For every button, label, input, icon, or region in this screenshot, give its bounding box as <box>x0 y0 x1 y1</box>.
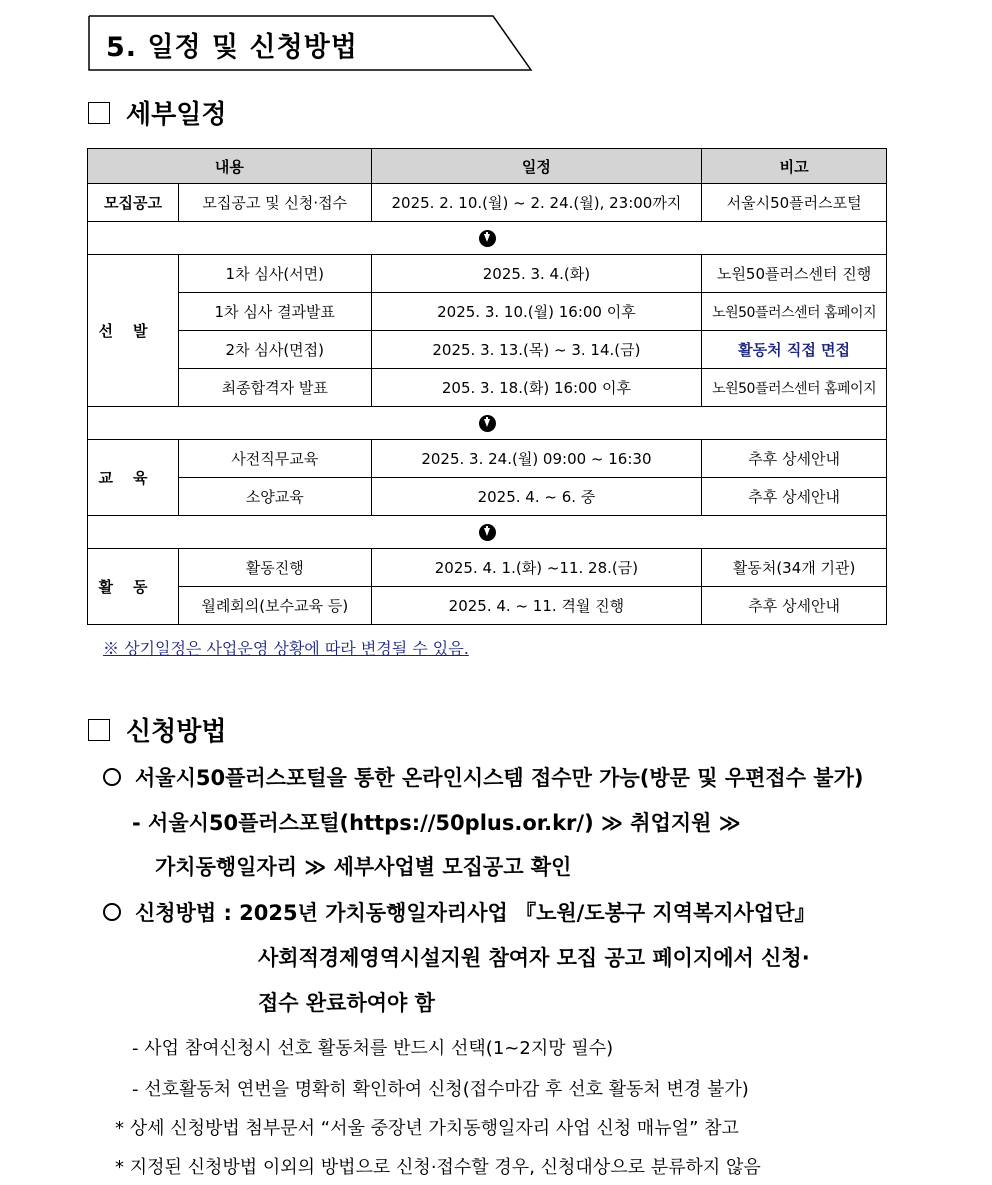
table-row <box>88 440 887 478</box>
table-row <box>88 478 887 516</box>
section-title: 5. 일정 및 신청방법 <box>106 32 358 63</box>
schedule-table <box>87 148 887 625</box>
schedule-note: ※ 상기일정은 사업운영 상황에 따라 변경될 수 있음. <box>103 639 469 658</box>
header-date: 일정 <box>371 149 702 184</box>
cell-item: 소양교육 <box>178 478 371 516</box>
apply-line-9: * 상세 신청방법 첨부문서 “서울 중장년 가치동행일자리 사업 신청 매뉴얼” 참고 <box>115 1118 739 1139</box>
table-row <box>88 184 887 222</box>
apply-line-1: 서울시50플러스포털을 통한 온라인시스템 접수만 가능(방문 및 우편접수 불가) <box>135 766 864 790</box>
cell-note-highlight: 활동처 직접 면접 <box>702 331 887 369</box>
circle-bullet-icon <box>103 768 121 786</box>
table-row <box>88 293 887 331</box>
schedule-heading-text: 세부일정 <box>126 100 227 130</box>
circle-bullet-icon <box>103 903 121 921</box>
cell-item: 모집공고 및 신청·접수 <box>178 184 371 222</box>
cell-note: 서울시50플러스포털 <box>702 184 887 222</box>
table-header-row <box>88 149 887 184</box>
group-edu: 교육 <box>88 440 179 516</box>
group-recruit: 모집공고 <box>88 184 179 222</box>
apply-line-2: - 서울시50플러스포털(https://50plus.or.kr/) ≫ 취업지원 ≫ <box>132 811 741 835</box>
apply-line-7: - 사업 참여신청시 선호 활동처를 반드시 선택(1~2지망 필수) <box>132 1038 614 1059</box>
apply-line-3: 가치동행일자리 ≫ 세부사업별 모집공고 확인 <box>155 855 572 879</box>
apply-line-6: 접수 완료하여야 함 <box>258 991 435 1015</box>
cell-item: 사전직무교육 <box>178 440 371 478</box>
apply-line-10: * 지정된 신청방법 이외의 방법으로 신청·접수할 경우, 신청대상으로 분류하지 않음 <box>115 1157 761 1178</box>
section-banner <box>88 15 533 71</box>
cell-date: 2025. 4. 1.(화) ~11. 28.(금) <box>371 549 702 587</box>
arrow-row <box>88 516 887 549</box>
cell-date: 2025. 4. ~ 11. 격월 진행 <box>371 587 702 625</box>
table-row <box>88 587 887 625</box>
group-select: 선발 <box>88 255 179 407</box>
header-note: 비고 <box>702 149 887 184</box>
apply-heading <box>88 711 226 748</box>
cell-item: 최종합격자 발표 <box>178 369 371 407</box>
cell-item: 월례회의(보수교육 등) <box>178 587 371 625</box>
apply-line-4: 신청방법 : 2025년 가치동행일자리사업 『노원/도봉구 지역복지사업단』 <box>135 901 816 925</box>
cell-item: 1차 심사 결과발표 <box>178 293 371 331</box>
checkbox-square-icon <box>88 719 110 741</box>
table-row <box>88 369 887 407</box>
cell-date: 2025. 3. 4.(화) <box>371 255 702 293</box>
cell-item: 활동진행 <box>178 549 371 587</box>
cell-item: 2차 심사(면접) <box>178 331 371 369</box>
cell-date: 2025. 3. 24.(월) 09:00 ~ 16:30 <box>371 440 702 478</box>
down-arrow-icon <box>479 415 496 432</box>
checkbox-square-icon <box>88 102 110 124</box>
group-activity: 활동 <box>88 549 179 625</box>
cell-note: 노원50플러스센터 진행 <box>702 255 887 293</box>
cell-note: 추후 상세안내 <box>702 587 887 625</box>
cell-date: 2025. 4. ~ 6. 중 <box>371 478 702 516</box>
apply-bullet-2 <box>103 897 816 927</box>
header-content: 내용 <box>88 149 372 184</box>
table-row <box>88 331 887 369</box>
table-row <box>88 549 887 587</box>
arrow-row <box>88 222 887 255</box>
cell-item: 1차 심사(서면) <box>178 255 371 293</box>
down-arrow-icon <box>479 524 496 541</box>
schedule-heading <box>88 94 226 131</box>
cell-note: 추후 상세안내 <box>702 440 887 478</box>
cell-note: 활동처(34개 기관) <box>702 549 887 587</box>
cell-date: 2025. 3. 10.(월) 16:00 이후 <box>371 293 702 331</box>
cell-date: 2025. 2. 10.(월) ~ 2. 24.(월), 23:00까지 <box>371 184 702 222</box>
apply-heading-text: 신청방법 <box>126 717 227 747</box>
cell-note: 노원50플러스센터 홈페이지 <box>702 369 887 407</box>
apply-line-8: - 선호활동처 연번을 명확히 확인하여 신청(접수마감 후 선호 활동처 변경 불가) <box>132 1079 749 1100</box>
apply-bullet-1 <box>103 762 863 792</box>
cell-note: 추후 상세안내 <box>702 478 887 516</box>
apply-line-5: 사회적경제영역시설지원 참여자 모집 공고 페이지에서 신청· <box>258 946 810 970</box>
table-row <box>88 255 887 293</box>
arrow-row <box>88 407 887 440</box>
cell-date: 2025. 3. 13.(목) ~ 3. 14.(금) <box>371 331 702 369</box>
down-arrow-icon <box>479 230 496 247</box>
cell-date: 205. 3. 18.(화) 16:00 이후 <box>371 369 702 407</box>
cell-note: 노원50플러스센터 홈페이지 <box>702 293 887 331</box>
